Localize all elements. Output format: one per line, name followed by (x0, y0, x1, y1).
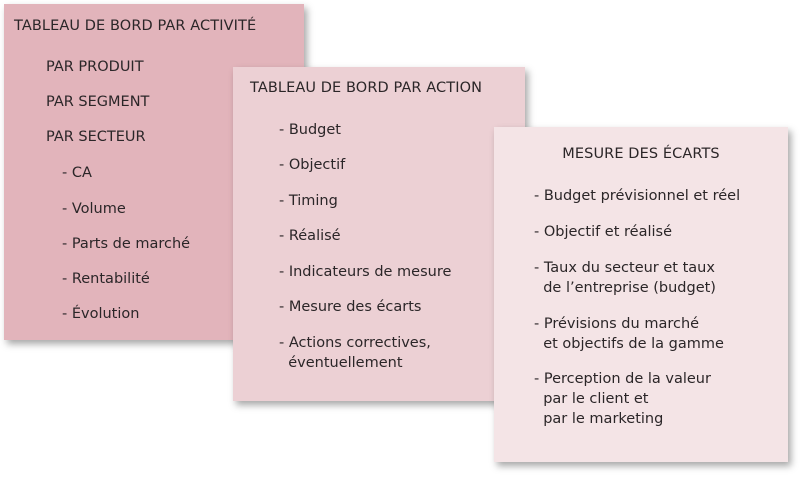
list-item: - CA (62, 165, 92, 181)
list-item: - Parts de marché (62, 236, 191, 252)
variance-measurement-card (494, 127, 788, 462)
card-title: TABLEAU DE BORD PAR ACTION (250, 80, 483, 96)
list-item: - Mesure des écarts (279, 299, 422, 315)
list-item: - Prévisions du marché et objectifs de la gamme (534, 316, 724, 352)
card-title: TABLEAU DE BORD PAR ACTIVITÉ (14, 18, 257, 34)
list-item: - Évolution (62, 306, 140, 322)
list-item: - Actions correctives, éventuellement (279, 335, 431, 371)
list-item: - Volume (62, 201, 126, 217)
list-item: - Timing (279, 193, 338, 209)
list-item: - Objectif et réalisé (534, 224, 673, 240)
list-item: PAR PRODUIT (46, 59, 144, 75)
card-title: MESURE DES ÉCARTS (562, 146, 720, 162)
list-item: - Budget (279, 122, 341, 138)
action-dashboard-card (233, 67, 525, 401)
list-item: PAR SEGMENT (46, 94, 150, 110)
list-item: - Rentabilité (62, 271, 150, 287)
list-item: - Objectif (279, 157, 346, 173)
list-item: - Budget prévisionnel et réel (534, 188, 741, 204)
list-item: - Indicateurs de mesure (279, 264, 452, 280)
list-item: PAR SECTEUR (46, 129, 146, 145)
list-item: - Taux du secteur et taux de l’entreprise (budget) (534, 260, 716, 296)
list-item: - Perception de la valeur par le client et par le marketing (534, 371, 711, 427)
list-item: - Réalisé (279, 228, 341, 244)
